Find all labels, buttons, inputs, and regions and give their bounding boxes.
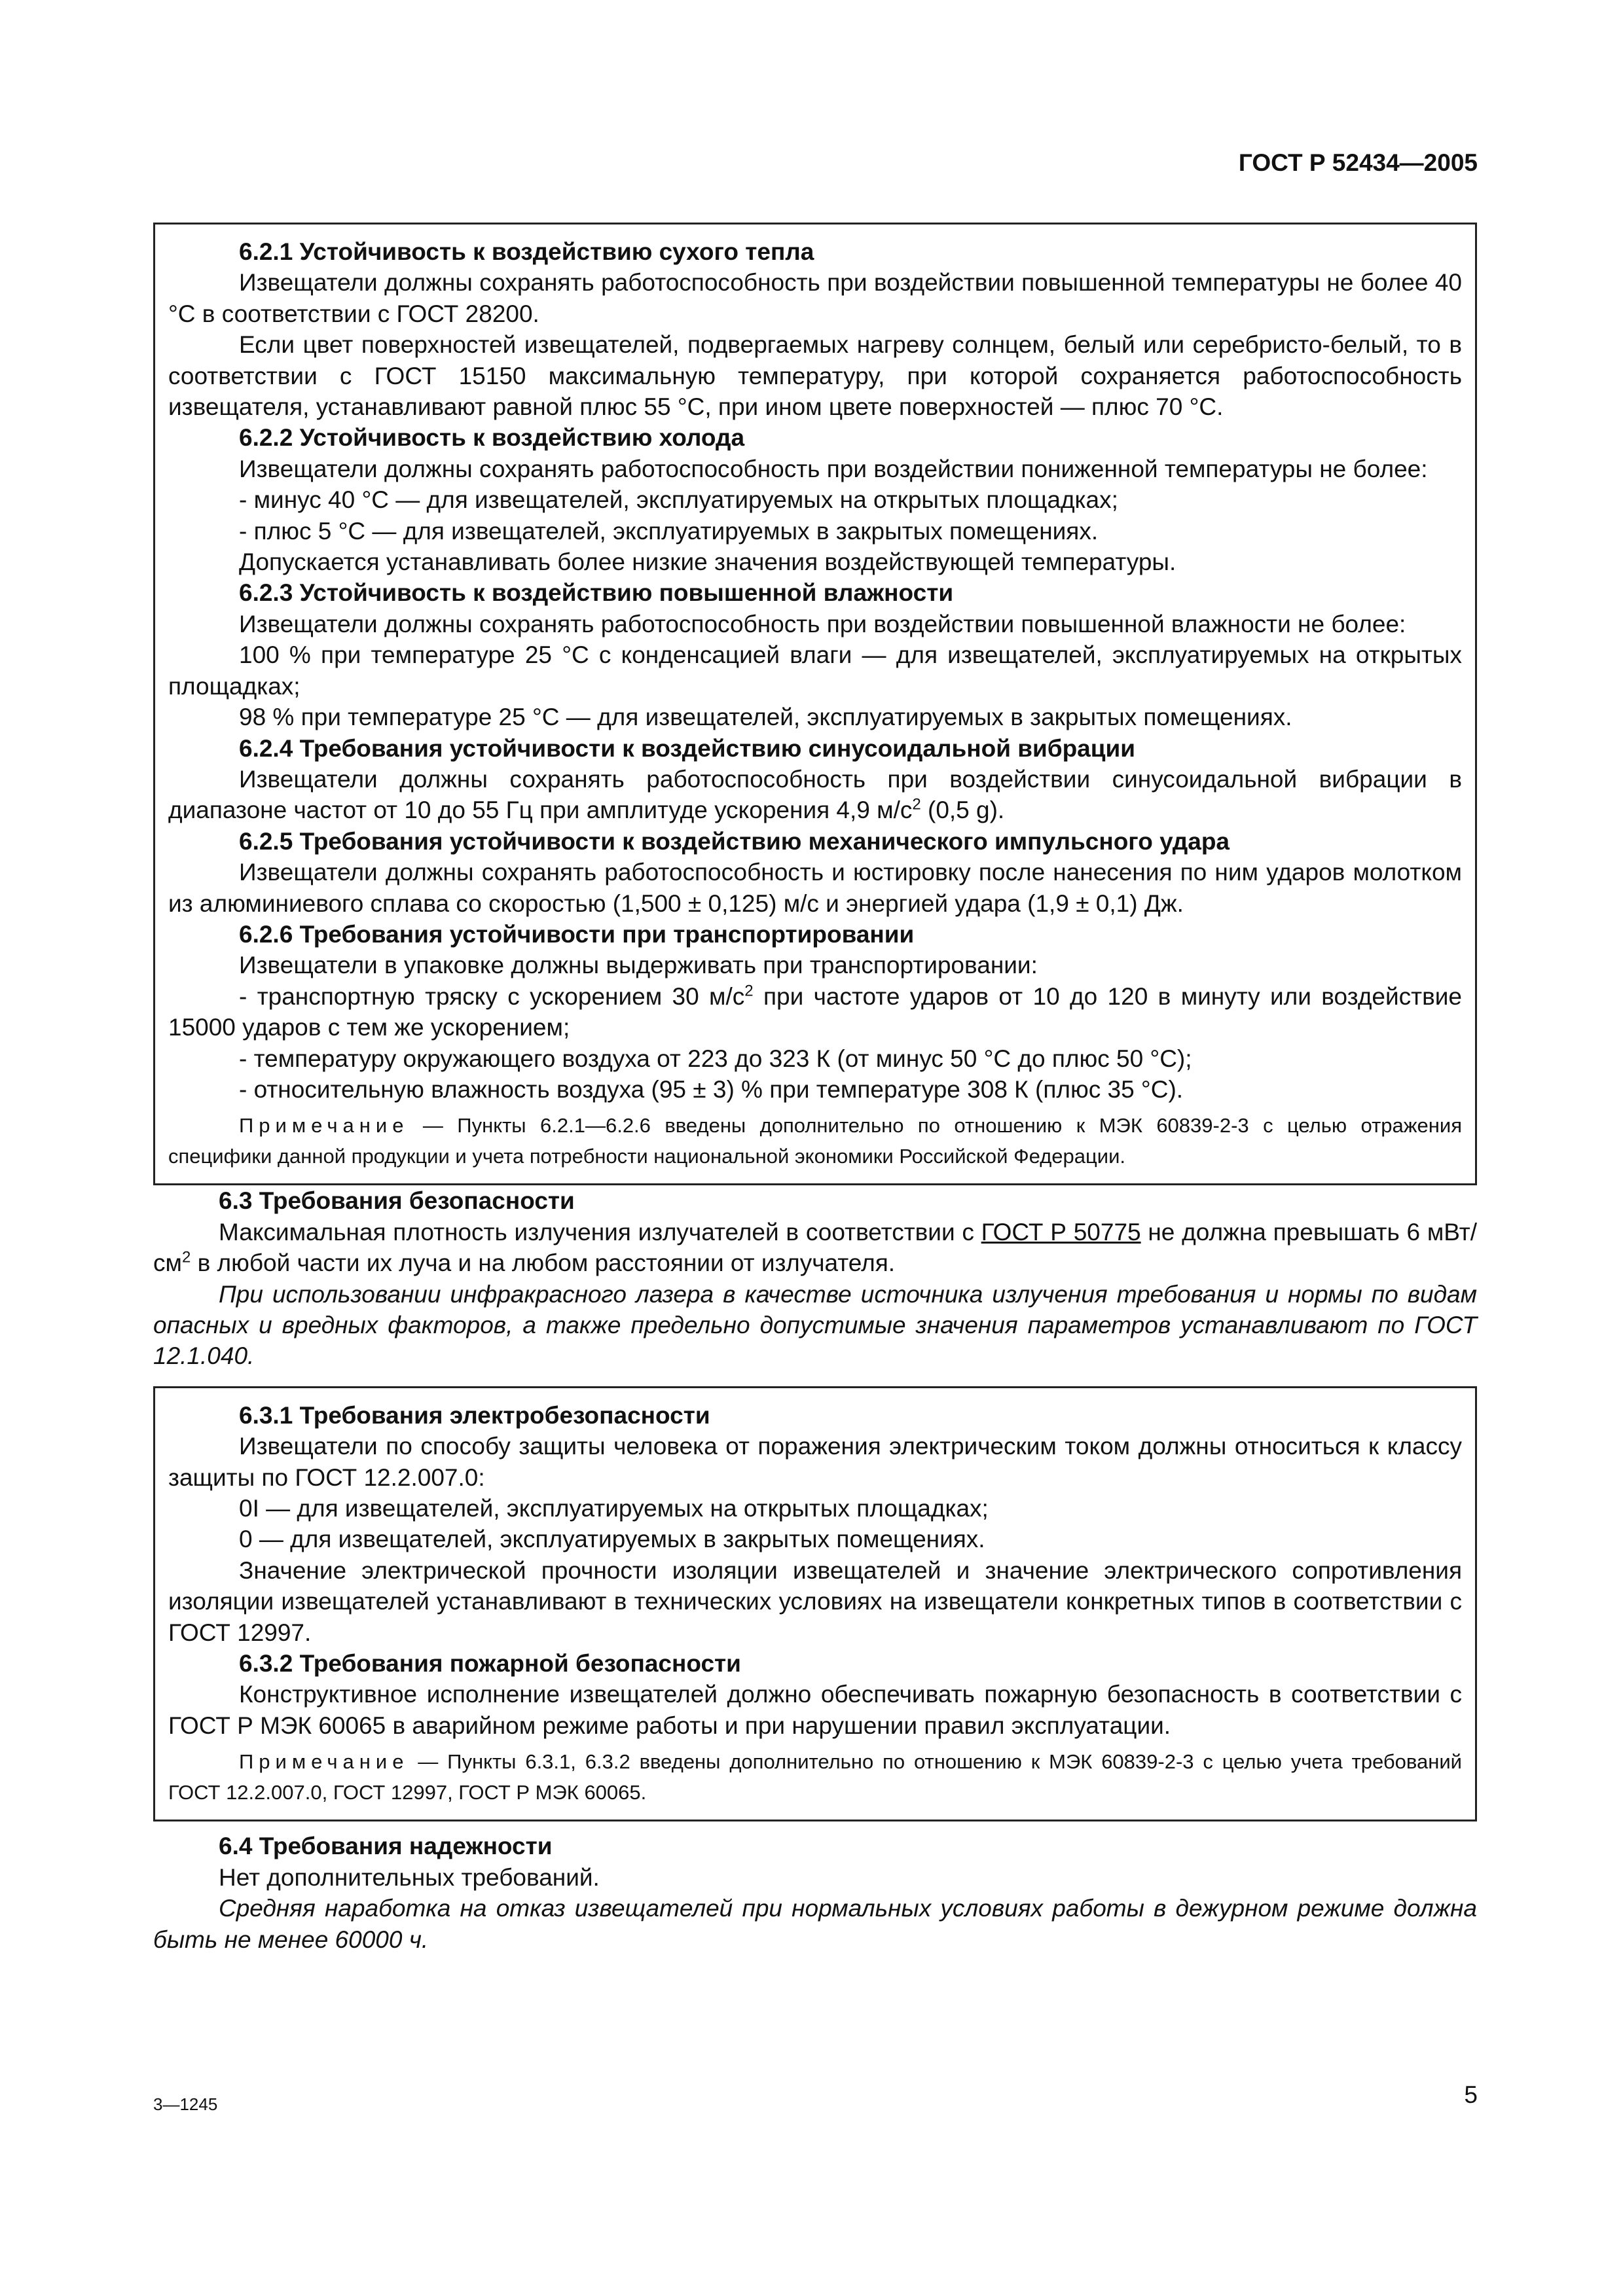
- list-item: - относительную влажность воздуха (95 ± 3) % при температуре 308 К (плюс 35 °С).: [239, 1075, 1184, 1103]
- page-number: 5: [1464, 2081, 1478, 2108]
- heading-6-2-3: 6.2.3 Устойчивость к воздействию повышенной влажности: [239, 579, 954, 607]
- paragraph: Извещатели в упаковке должны выдерживать при транспортировании:: [239, 952, 1038, 979]
- paragraph: 98 % при температуре 25 °С — для извещателей, эксплуатируемых в закрытых помещениях.: [239, 704, 1292, 731]
- modified-text-frame-2: [153, 1386, 1477, 1821]
- note-label: Примечание: [239, 1750, 409, 1774]
- print-order-number: 3—1245: [153, 2094, 218, 2114]
- paragraph: Извещатели должны сохранять работоспособность при воздействии повышенной влажности не более:: [239, 610, 1406, 637]
- document-body: [153, 223, 1477, 1955]
- list-item: - температуру окружающего воздуха от 223 до 323 К (от минус 50 °С до плюс 50 °С);: [239, 1045, 1192, 1072]
- heading-6-2-2: 6.2.2 Устойчивость к воздействию холода: [239, 424, 745, 452]
- paragraph: Допускается устанавливать более низкие значения воздействующей температуры.: [239, 548, 1176, 576]
- list-item: - плюс 5 °С — для извещателей, эксплуатируемых в закрытых помещениях.: [239, 517, 1099, 545]
- paragraph: Если цвет поверхностей извещателей, подвергаемых нагреву солнцем, белый или серебристо-белый, то в соответствии с ГОСТ 15150 максимальную температуру, при которой сохраняется работоспособность извещателя, устанавливают равной плюс 55 °С, при ином цвете поверхностей — плюс 70 °С.: [168, 331, 1462, 421]
- document-code: ГОСТ Р 52434—2005: [1238, 149, 1478, 176]
- modified-text-frame-1: [153, 223, 1477, 1185]
- text: не должна превышать 6 мВт/см: [153, 1218, 1477, 1277]
- list-item: 0 — для извещателей, эксплуатируемых в закрытых помещениях.: [239, 1526, 985, 1553]
- text: при частоте ударов от 10 до 120 в минуту или воздействие 15000 ударов с тем же ускорением;: [168, 982, 1462, 1041]
- superscript: 2: [912, 795, 921, 814]
- note: [168, 1746, 1462, 1808]
- paragraph: Нет дополнительных требований.: [219, 1863, 600, 1891]
- paragraph: [168, 764, 1462, 826]
- text: в любой части их луча и на любом расстоянии от излучателя.: [191, 1249, 896, 1277]
- text: - транспортную тряску с ускорением 30 м/с: [239, 982, 745, 1010]
- superscript: 2: [744, 982, 754, 1000]
- heading-6-2-1: 6.2.1 Устойчивость к воздействию сухого тепла: [239, 238, 814, 265]
- paragraph: Извещатели должны сохранять работоспособность при воздействии пониженной температуры не более:: [239, 455, 1428, 482]
- note-text: — Пункты 6.3.1, 6.3.2 введены дополнительно по отношению к МЭК 60839-2-3 с целью учета требований ГОСТ 12.2.007.0, ГОСТ 12997, ГОСТ Р МЭК 60065.: [168, 1750, 1462, 1804]
- standard-reference-link[interactable]: ГОСТ Р 50775: [981, 1218, 1141, 1246]
- paragraph: 100 % при температуре 25 °С с конденсацией влаги — для извещателей, эксплуатируемых на открытых площадках;: [168, 641, 1462, 700]
- list-item: 0I — для извещателей, эксплуатируемых на открытых площадках;: [239, 1495, 989, 1522]
- heading-6-2-4: 6.2.4 Требования устойчивости к воздействию синусоидальной вибрации: [239, 734, 1135, 762]
- paragraph-italic: При использовании инфракрасного лазера в качестве источника излучения требования и нормы по видам опасных и вредных факторов, а также предельно допустимые значения параметров устанавливают по ГОСТ 12.1.040.: [153, 1280, 1477, 1370]
- paragraph: [153, 1217, 1477, 1279]
- heading-6-4: 6.4 Требования надежности: [219, 1833, 553, 1860]
- superscript: 2: [181, 1248, 191, 1266]
- heading-6-2-6: 6.2.6 Требования устойчивости при транспортировании: [239, 920, 915, 948]
- list-item: [168, 981, 1462, 1043]
- note-text: — Пункты 6.2.1—6.2.6 введены дополнительно по отношению к МЭК 60839-2-3 с целью отражения специфики данной продукции и учета потребности национальной экономики Российской Федерации.: [168, 1114, 1462, 1168]
- heading-6-2-5: 6.2.5 Требования устойчивости к воздействию механического импульсного удара: [239, 827, 1230, 855]
- text: (0,5 g).: [921, 797, 1005, 824]
- paragraph: Извещатели по способу защиты человека от поражения электрическим током должны относиться к классу защиты по ГОСТ 12.2.007.0:: [168, 1433, 1462, 1491]
- paragraph: Извещатели должны сохранять работоспособность и юстировку после нанесения по ним ударов молотком из алюминиевого сплава со скоростью (1,500 ± 0,125) м/с и энергией удара (1,9 ± 0,1) Дж.: [168, 859, 1462, 917]
- paragraph: Конструктивное исполнение извещателей должно обеспечивать пожарную безопасность в соответствии с ГОСТ Р МЭК 60065 в аварийном режиме работы и при нарушении правил эксплуатации.: [168, 1681, 1462, 1739]
- heading-6-3-2: 6.3.2 Требования пожарной безопасности: [239, 1650, 741, 1677]
- paragraph-italic: Средняя наработка на отказ извещателей при нормальных условиях работы в дежурном режиме должна быть не менее 60000 ч.: [153, 1895, 1477, 1953]
- list-item: - минус 40 °С — для извещателей, эксплуатируемых на открытых площадках;: [239, 486, 1118, 514]
- note: [168, 1110, 1462, 1172]
- text: Извещатели должны сохранять работоспособность при воздействии синусоидальной вибрации в диапазоне частот от 10 до 55 Гц при амплитуде ускорения 4,9 м/с: [168, 765, 1462, 824]
- paragraph: Значение электрической прочности изоляции извещателей и значение электрического сопротивления изоляции извещателей устанавливают в технических условиях на извещатели конкретных типов в соответствии с ГОСТ 12997.: [168, 1556, 1462, 1646]
- note-label: Примечание: [239, 1114, 409, 1138]
- paragraph: Извещатели должны сохранять работоспособность при воздействии повышенной температуры не более 40 °С в соответствии с ГОСТ 28200.: [168, 269, 1462, 327]
- heading-6-3: 6.3 Требования безопасности: [219, 1187, 575, 1215]
- text: Максимальная плотность излучения излучателей в соответствии с: [219, 1218, 981, 1246]
- heading-6-3-1: 6.3.1 Требования электробезопасности: [239, 1401, 710, 1429]
